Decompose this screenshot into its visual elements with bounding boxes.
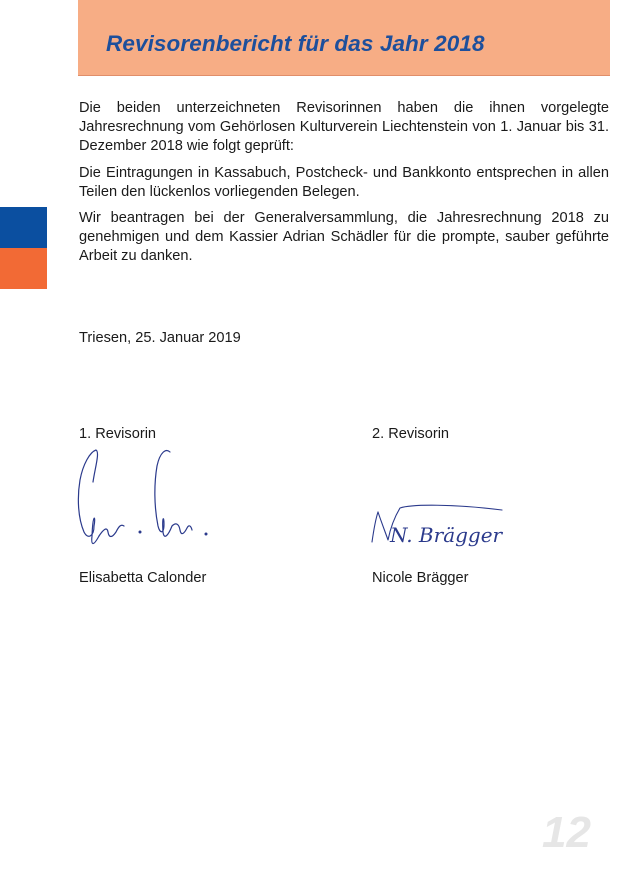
signature-2-image — [364, 498, 504, 558]
signature-1-image — [66, 446, 216, 556]
section-tab-blue — [0, 207, 47, 248]
section-tab-orange — [0, 248, 47, 289]
paragraph-recommendation: Wir beantragen bei der Generalversammlung, die Jahresrechnung 2018 zu genehmigen und dem Kassier Adrian Schädler für die prompte, sauber geführte Arbeit zu danken. — [79, 210, 609, 265]
title-banner — [78, 0, 610, 76]
date-line: Triesen, 25. Januar 2019 — [79, 330, 241, 346]
report-body — [79, 99, 609, 274]
page-number: 12 — [542, 808, 591, 857]
auditor-2-role: 2. Revisorin — [372, 426, 450, 442]
signature-2-text: N. Brägger — [390, 523, 503, 547]
paragraph-intro: Die beiden unterzeichneten Revisorinnen haben die ihnen vorgelegte Jahresrechnung vom Gehörlosen Kulturverein Liechtenstein von 1. Januar bis 31. Dezember 2018 wie folgt geprüft: — [79, 100, 609, 155]
auditor-2-name: Nicole Brägger — [372, 570, 469, 586]
page-title: Revisorenbericht für das Jahr 2018 — [106, 31, 485, 56]
auditor-1-name: Elisabetta Calonder — [79, 570, 207, 586]
auditor-1-role: 1. Revisorin — [79, 426, 157, 442]
paragraph-findings: Die Eintragungen in Kassabuch, Postcheck- und Bankkonto entsprechen in allen Teilen den lückenlos vorliegenden Belegen. — [79, 164, 609, 200]
